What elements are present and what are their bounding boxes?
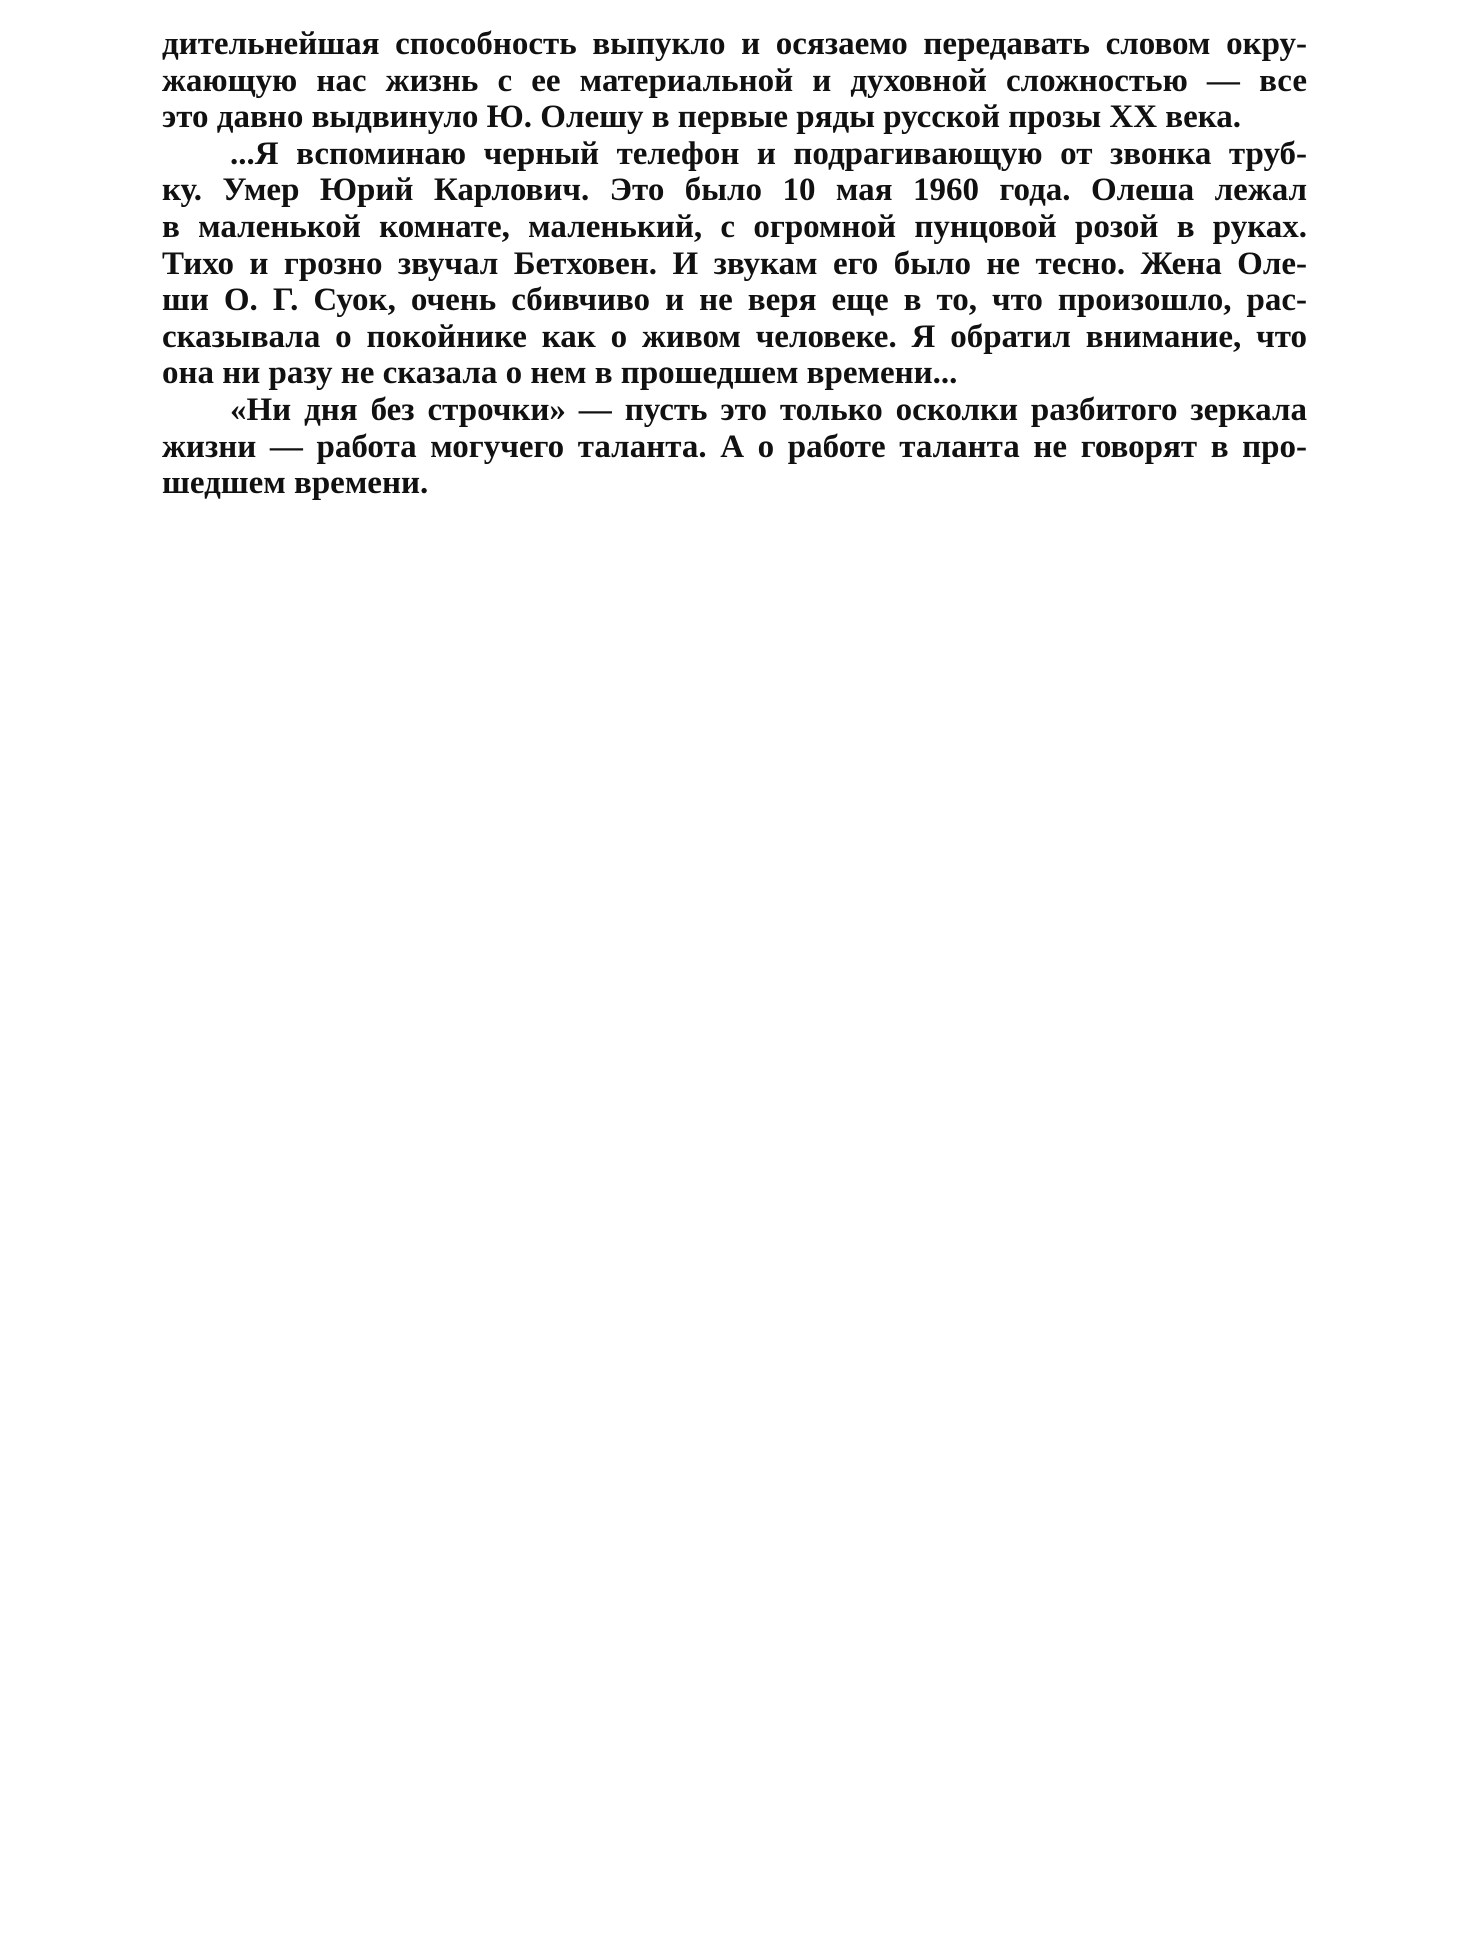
document-page <box>162 26 1307 502</box>
text-line: сказывала о покойнике как о живом человеке. Я обратил внимание, что <box>162 318 1307 355</box>
text-line: дительнейшая способность выпукло и осязаемо передавать словом окру- <box>162 26 1307 62</box>
text-line: она ни разу не сказала о нем в прошедшем времени... <box>162 355 958 392</box>
text-line: жающую нас жизнь с ее материальной и духовной сложностью — все <box>162 62 1307 99</box>
paragraph-3 <box>162 392 1307 502</box>
text-line: это давно выдвинуло Ю. Олешу в первые ряды русской прозы XX века. <box>162 99 1242 136</box>
text-line: в маленькой комнате, маленький, с огромной пунцовой розой в руках. <box>162 208 1307 245</box>
paragraph-2 <box>162 136 1307 392</box>
text-line: Тихо и грозно звучал Бетховен. И звукам его было не тесно. Жена Оле- <box>162 245 1307 282</box>
text-line: ши О. Г. Суок, очень сбивчиво и не веря еще в то, что произошло, рас- <box>162 282 1307 319</box>
text-line: ...Я вспоминаю черный телефон и подрагивающую от звонка труб- <box>230 135 1307 172</box>
paragraph-1 <box>162 26 1307 136</box>
text-line: жизни — работа могучего таланта. А о работе таланта не говорят в про- <box>162 428 1307 465</box>
text-line: «Ни дня без строчки» — пусть это только осколки разбитого зеркала <box>230 391 1307 428</box>
text-line: шедшем времени. <box>162 465 429 502</box>
text-line: ку. Умер Юрий Карлович. Это было 10 мая 1960 года. Олеша лежал <box>162 172 1307 209</box>
